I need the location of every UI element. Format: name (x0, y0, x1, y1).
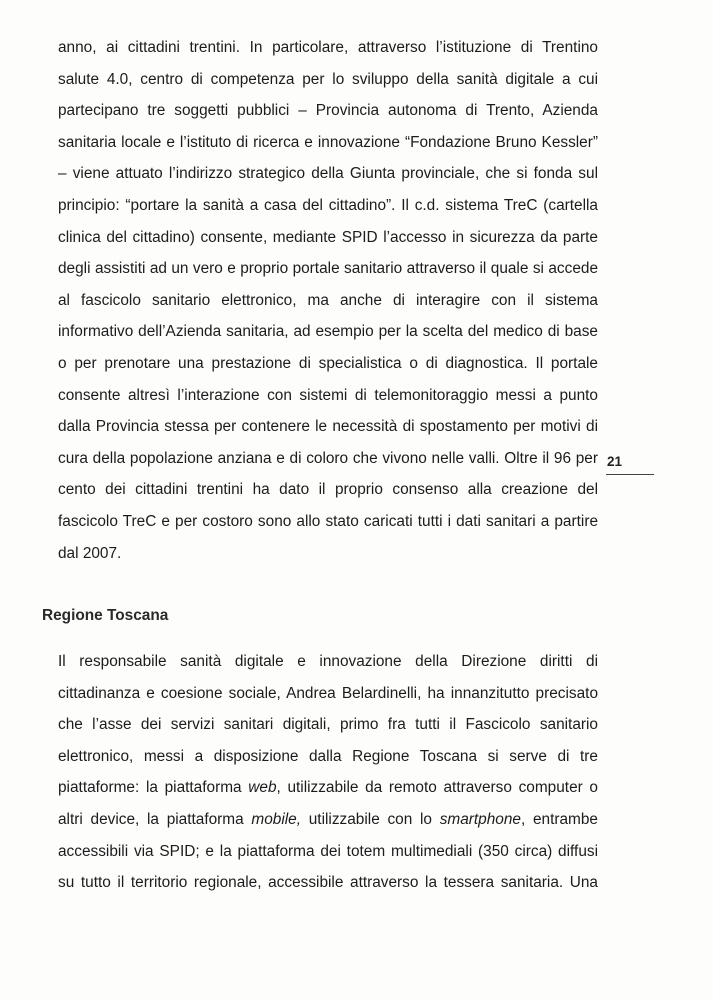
text-line: principio: “portare la sanità a casa del cittadino”. Il c.d. sistema TreC (cartella (58, 196, 598, 214)
text-line: al fascicolo sanitario elettronico, ma anche di interagire con il sistema (58, 291, 598, 309)
italic-term: web (248, 779, 277, 797)
text-line: salute 4.0, centro di competenza per lo sviluppo della sanità digitale a cui (58, 70, 598, 88)
text-line: elettronico, messi a disposizione dalla Regione Toscana si serve di tre (58, 747, 598, 765)
text-run: , utilizzabile da remoto attraverso computer o (276, 779, 598, 797)
paragraph-trentino (58, 32, 598, 569)
text-line: che l’asse dei servizi sanitari digitali, primo fra tutti il Fascicolo sanitario (58, 716, 598, 734)
text-line: dalla Provincia stessa per contenere le necessità di spostamento per motivi di (58, 418, 598, 436)
text-line: partecipano tre soggetti pubblici – Provincia autonoma di Trento, Azienda (58, 102, 598, 120)
page-number-rule (606, 474, 654, 475)
text-line: degli assistiti ad un vero e proprio portale sanitario attraverso il quale si accede (58, 260, 598, 278)
text-line: informativo dell’Azienda sanitaria, ad esempio per la scelta del medico di base (58, 323, 598, 341)
text-line-with-italic (58, 772, 598, 804)
text-line: o per prenotare una prestazione di specialistica o di diagnostica. Il portale (58, 354, 598, 372)
page-number: 21 (607, 454, 623, 469)
italic-term: mobile, (251, 810, 302, 828)
text-line: fascicolo TreC e per costoro sono allo stato caricati tutti i dati sanitari a partire (58, 512, 598, 530)
text-run: piattaforme: la piattaforma (58, 779, 249, 797)
text-line: sanitaria locale e l’istituto di ricerca e innovazione “Fondazione Bruno Kessler” (58, 133, 598, 151)
italic-term: smartphone (439, 810, 521, 828)
text-line: cento dei cittadini trentini ha dato il proprio consenso alla creazione del (58, 481, 598, 499)
text-line: clinica del cittadino) consente, mediante SPID l’accesso in sicurezza da parte (58, 228, 598, 246)
text-line: anno, ai cittadini trentini. In particolare, attraverso l’istituzione di Trentino (58, 39, 598, 56)
text-line: su tutto il territorio regionale, accessibile attraverso la tessera sanitaria. Una (58, 874, 598, 892)
text-line: dal 2007. (58, 544, 122, 562)
text-line: – viene attuato l’indirizzo strategico della Giunta provinciale, che si fonda sul (58, 165, 598, 183)
section-heading: Regione Toscana (42, 607, 169, 624)
text-line: accessibili via SPID; e la piattaforma dei totem multimediali (350 circa) diffusi (58, 842, 598, 860)
text-line-with-italic (58, 804, 598, 836)
paragraph-toscana (58, 646, 598, 899)
text-line: cura della popolazione anziana e di coloro che vivono nelle valli. Oltre il 96 per (58, 449, 598, 467)
text-line: consente altresì l’interazione con sistemi di telemonitoraggio messi a punto (58, 386, 598, 404)
text-run: , entrambe (520, 810, 598, 828)
text-run: utilizzabile con lo (301, 810, 440, 828)
text-run: altri device, la piattaforma (58, 810, 252, 828)
text-line: cittadinanza e coesione sociale, Andrea Belardinelli, ha innanzitutto precisato (58, 684, 598, 702)
text-line: Il responsabile sanità digitale e innovazione della Direzione diritti di (58, 653, 598, 670)
